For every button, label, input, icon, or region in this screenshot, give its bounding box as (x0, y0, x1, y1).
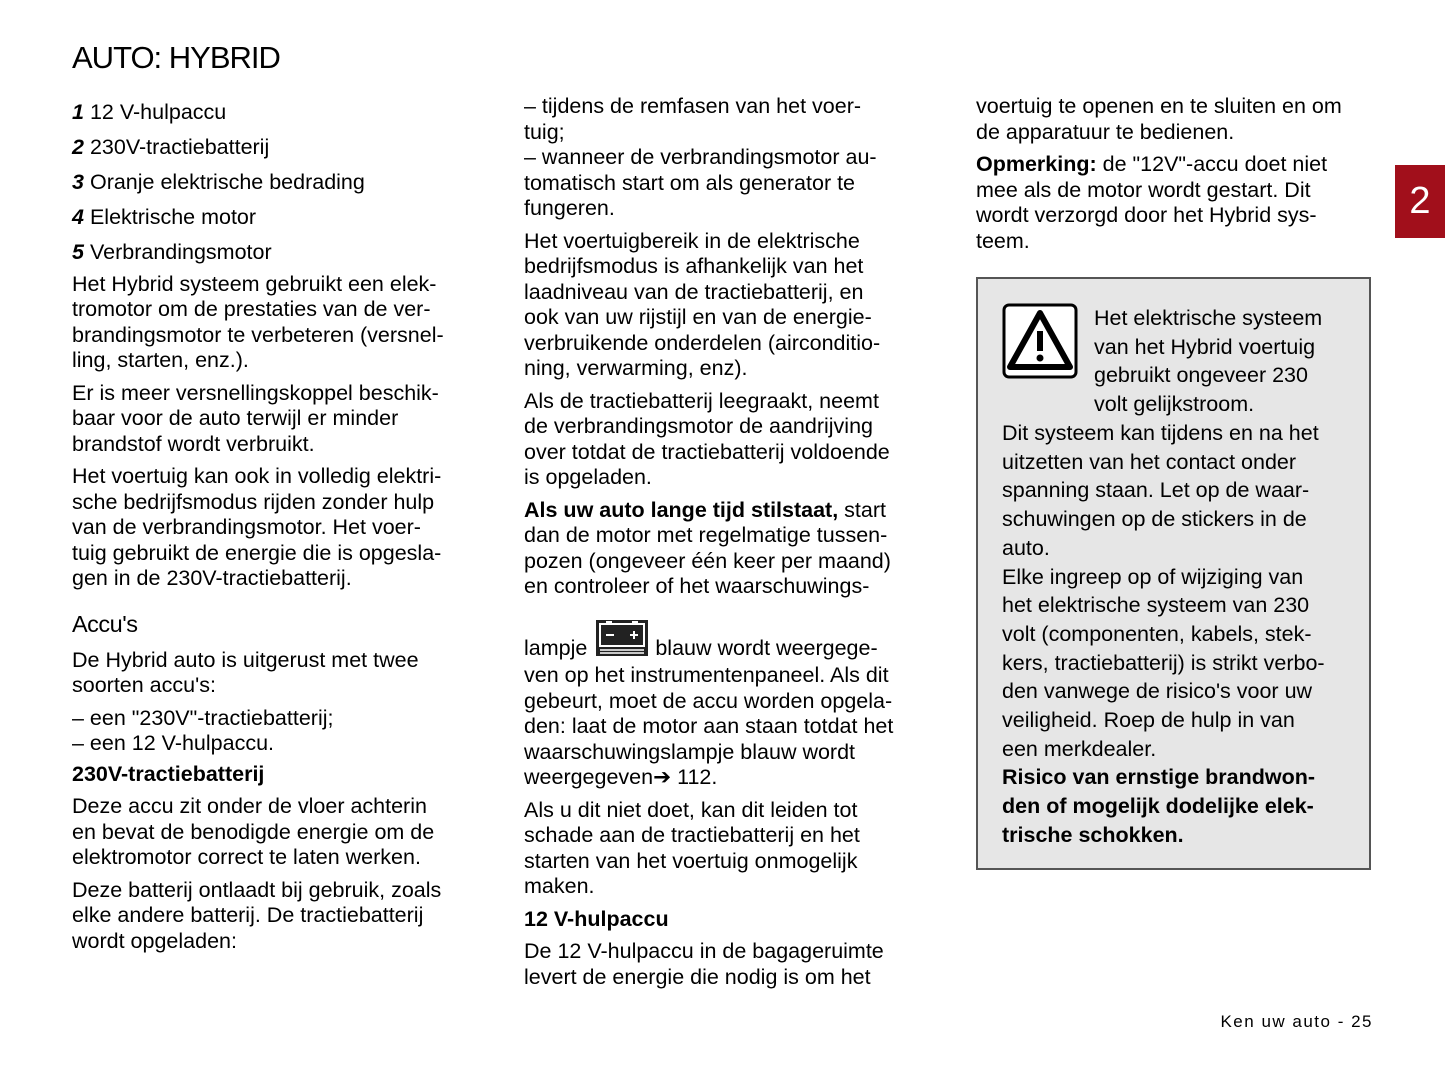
arrow-right-icon: ➔ (653, 765, 672, 789)
legend-item: 4 Elektrische motor (72, 205, 257, 229)
legend-item: 2 230V-tractiebatterij (72, 135, 270, 159)
legend-item: 5 Verbrandingsmotor (72, 240, 272, 264)
paragraph: Als uw auto lange tijd stilstaat, start dan de motor met regelmatige tussen- pozen (ongeveer één keer per maand) en controleer of het waarschuwings- lampje blauw wordt weergege- ven op het instrumentenpaneel. Als dit gebeurt, moet de accu worden opgela- den: laat de motor aan staan totdat het waarschuwingslampje blauw wordt weergegeven➔ 112. (524, 497, 894, 789)
paragraph: Het Hybrid systeem gebruikt een elek- tromotor om de prestaties van de ver- brandingsmotor te verbeteren (versnel- ling, starten, enz.). (72, 271, 444, 372)
column-2 (524, 94, 934, 997)
paragraph: Als de tractiebatterij leegraakt, neemt de verbrandingsmotor de aandrijving over totdat de tractiebatterij voldoende is opgeladen. (524, 388, 890, 489)
dash-item: – een 12 V-hulpaccu. (72, 731, 275, 755)
paragraph: De 12 V-hulpaccu in de bagageruimte levert de energie die nodig is om het (524, 939, 884, 989)
paragraph: Elke ingreep op of wijziging van het elektrische systeem van 230 volt (componenten, kabels, stek- kers, tractiebatterij) is strikt verbo- den vanwege de risico's voor uw veiligheid. Roep de hulp in van een merkdealer. (1002, 564, 1325, 761)
dash-item: – wanneer de verbrandingsmotor au- tomatisch start om als generator te fungeren. (524, 145, 877, 220)
paragraph: Er is meer versnellingskoppel beschik- baar voor de auto terwijl er minder brandstof wordt verbruikt. (72, 380, 439, 456)
warning-lead: Het elektrische systeem van het Hybrid voertuig gebruikt ongeveer 230 volt gelijkstroom. (1094, 306, 1323, 417)
numbered-legend (72, 100, 482, 266)
warning-box (976, 277, 1371, 870)
paragraph: voertuig te openen en te sluiten en om de apparatuur te bedienen. (976, 94, 1342, 144)
battery-warning-icon (595, 619, 649, 664)
dash-item: – een "230V"-tractiebatterij; (72, 705, 334, 730)
subheading: 230V-tractiebatterij (72, 761, 265, 786)
paragraph: De Hybrid auto is uitgerust met twee soorten accu's: (72, 647, 419, 697)
paragraph: Dit systeem kan tijdens en na het uitzetten van het contact onder spanning staan. Let op de waar- schuwingen op de stickers in de auto. (1002, 421, 1319, 560)
paragraph: Deze batterij ontlaadt bij gebruik, zoals elke andere batterij. De tractiebatterij wordt opgeladen: (72, 877, 442, 953)
dash-item: – tijdens de remfasen van het voer- tuig; (524, 94, 862, 144)
section-heading: Accu's (72, 610, 138, 637)
page-reference: 112 (671, 765, 712, 789)
column-1 (72, 100, 482, 961)
warning-emphasis: Risico van ernstige brandwon- den of mogelijk dodelijke elek- trische schokken. (1002, 765, 1315, 847)
legend-item: 1 12 V-hulpaccu (72, 100, 227, 124)
dash-list (72, 706, 482, 757)
emphasis: Als uw auto lange tijd stilstaat, (524, 497, 839, 522)
subheading: 12 V-hulpaccu (524, 906, 669, 931)
column-3 (976, 94, 1376, 261)
legend-item: 3 Oranje elektrische bedrading (72, 170, 365, 194)
page-footer: Ken uw auto - 25 (1220, 1012, 1373, 1031)
paragraph: Het voertuigbereik in de elektrische bedrijfsmodus is afhankelijk van het laadniveau van de tractiebatterij, en ook van uw rijstijl en van de energie- verbruikende onderdelen (airconditio- ning, verwarming, enz). (524, 228, 881, 380)
warning-body (1002, 419, 1362, 850)
warning-triangle-icon (1002, 303, 1078, 379)
paragraph: Het voertuig kan ook in volledig elektri- sche bedrijfsmodus rijden zonder hulp van de verbrandingsmotor. Het voer- tuig gebruikt de energie die is opgesla- gen in de 230V-tractiebatterij. (72, 464, 442, 590)
chapter-tab: 2 (1395, 165, 1445, 238)
note-label: Opmerking: (976, 152, 1097, 176)
page-title: AUTO: HYBRID (72, 40, 280, 75)
paragraph: Als u dit niet doet, kan dit leiden tot schade aan de tractiebatterij en het starten van het voertuig onmogelijk maken. (524, 797, 860, 898)
note-paragraph: Opmerking: de "12V"-accu doet niet mee als de motor wordt gestart. Dit wordt verzorgd door het Hybrid sys- teem. (976, 152, 1328, 253)
paragraph: Deze accu zit onder de vloer achterin en bevat de benodigde energie om de elektromotor correct te laten werken. (72, 794, 435, 869)
